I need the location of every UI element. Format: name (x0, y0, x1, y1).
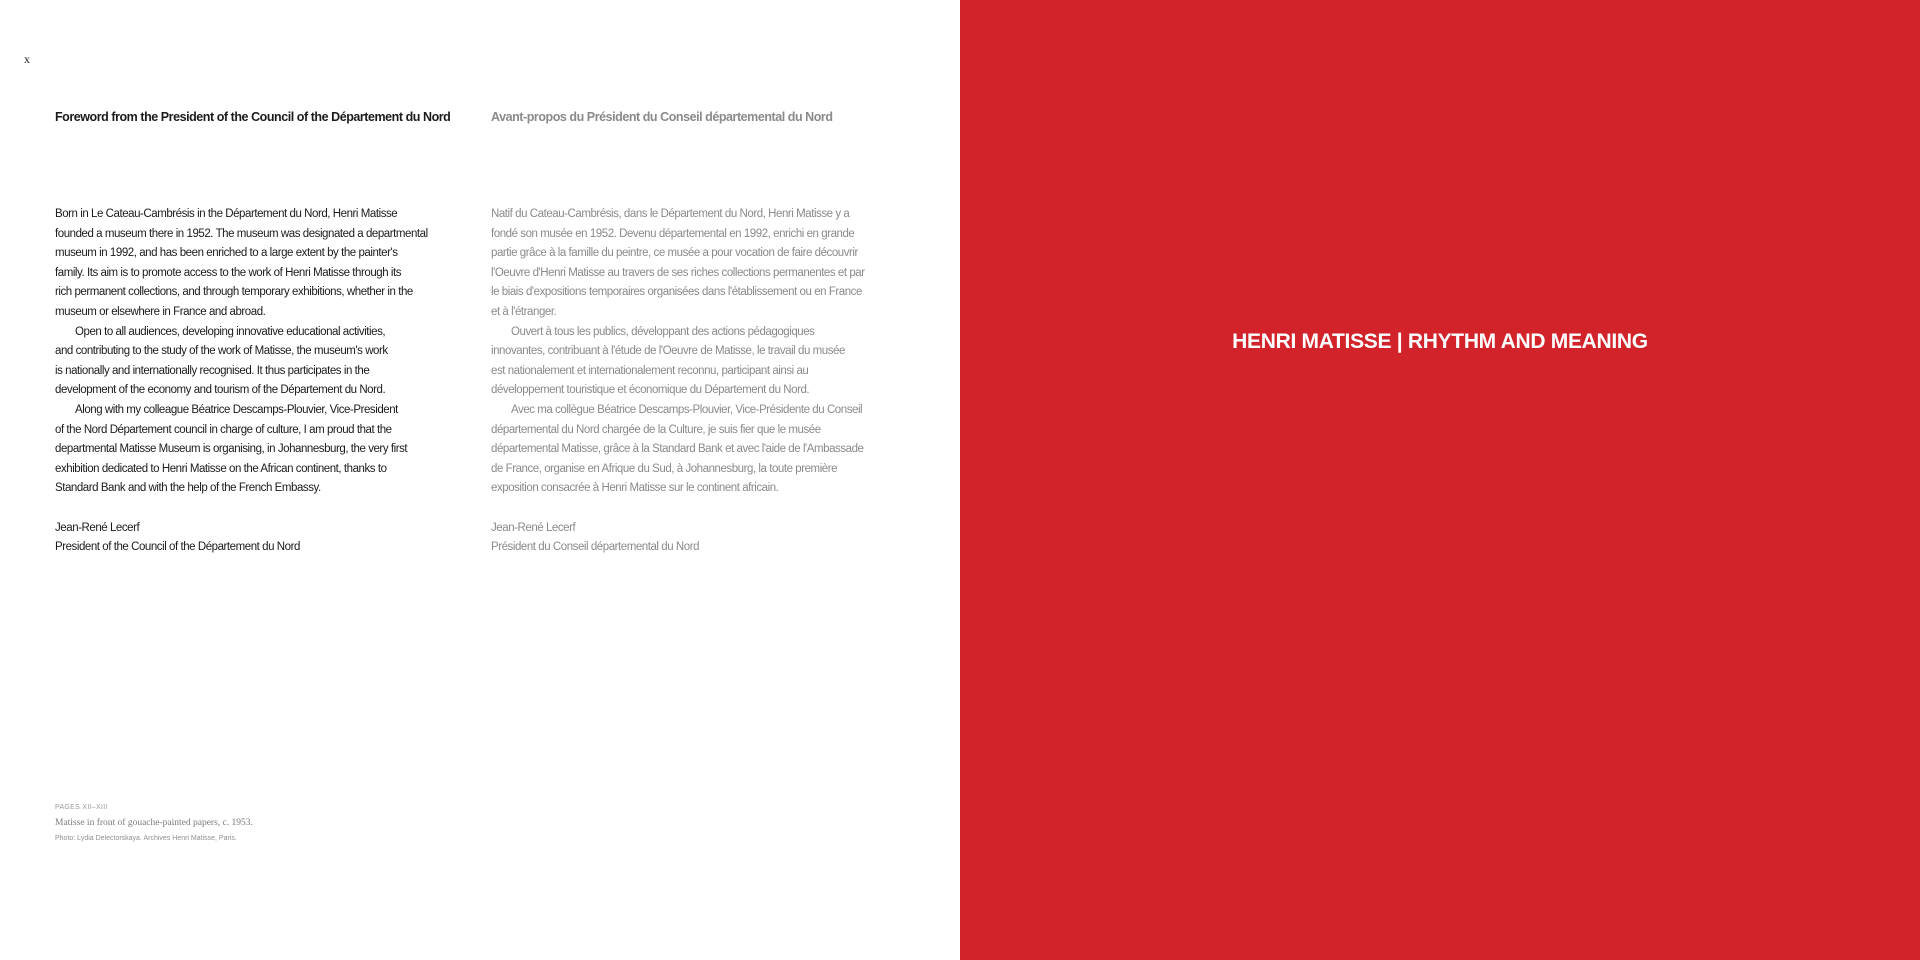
text-line: et à l'étranger. (491, 305, 557, 318)
text-line: l'Oeuvre d'Henri Matisse au travers de ses riches collections permanentes et par (491, 266, 865, 279)
text-line: départemental du Nord chargée de la Culture, je suis fier que le musée (491, 423, 821, 436)
text-line: departmental Matisse Museum is organising, in Johannesburg, the very first (55, 443, 408, 456)
text-line: rich permanent collections, and through temporary exhibitions, whether in the (55, 286, 413, 299)
text-line: museum or elsewhere in France and abroad. (55, 305, 266, 318)
signature-name: Jean-René Lecerf (491, 521, 576, 534)
caption-title: Matisse in front of gouache-painted papers, c. 1953. (55, 818, 253, 828)
text-line: development of the economy and tourism of the Département du Nord. (55, 384, 386, 397)
english-signature (55, 519, 453, 558)
text-line: est nationalement et internationalement reconnu, participant ainsi au (491, 364, 809, 377)
text-line: de France, organise en Afrique du Sud, à Johannesburg, la toute première (491, 462, 838, 475)
text-line: innovantes, contribuant à l'étude de l'Oeuvre de Matisse, le travail du musée (491, 345, 845, 358)
french-body (491, 205, 889, 499)
caption-credit: Photo: Lydia Delectorskaya. Archives Henri Matisse, Paris. (55, 835, 237, 842)
english-heading: Foreword from the President of the Council of the Département du Nord (55, 110, 451, 124)
english-paragraph-2 (55, 323, 453, 401)
caption-pages: PAGES XII–XIII (55, 804, 108, 811)
text-line: Avec ma collègue Béatrice Descamps-Plouvier, Vice-Présidente du Conseil (511, 403, 863, 416)
signature-name: Jean-René Lecerf (55, 521, 140, 534)
french-paragraph-3 (491, 401, 889, 499)
text-line: exposition consacrée à Henri Matisse sur le continent africain. (491, 482, 779, 495)
text-line: Ouvert à tous les publics, développant des actions pédagogiques (511, 325, 815, 338)
text-line: le biais d'expositions temporaires organisées dans l'établissement ou en France (491, 286, 862, 299)
text-line: of the Nord Département council in charge of culture, I am proud that the (55, 423, 392, 436)
english-body (55, 205, 453, 499)
text-line: départemental Matisse, grâce à la Standard Bank et avec l'aide de l'Ambassade (491, 443, 864, 456)
text-line: museum in 1992, and has been enriched to a large extent by the painter's (55, 247, 398, 260)
french-heading: Avant-propos du Président du Conseil départemental du Nord (491, 110, 833, 124)
french-paragraph-2 (491, 323, 889, 401)
english-paragraph-3 (55, 401, 453, 499)
page-number: x (24, 52, 30, 66)
text-line: exhibition dedicated to Henri Matisse on the African continent, thanks to (55, 462, 387, 475)
text-line: Open to all audiences, developing innovative educational activities, (75, 325, 386, 338)
text-line: fondé son musée en 1952. Devenu départemental en 1992, enrichi en grande (491, 227, 855, 240)
signature-role: President of the Council of the Département du Nord (55, 541, 300, 554)
cover-title: HENRI MATISSE | RHYTHM AND MEANING (1232, 330, 1648, 353)
text-line: and contributing to the study of the work of Matisse, the museum's work (55, 345, 388, 358)
english-column (55, 108, 453, 558)
signature-role: Président du Conseil départemental du Nord (491, 541, 700, 554)
text-line: partie grâce à la famille du peintre, ce musée a pour vocation de faire découvrir (491, 247, 858, 260)
text-line: Natif du Cateau-Cambrésis, dans le Département du Nord, Henri Matisse y a (491, 208, 850, 220)
text-line: founded a museum there in 1952. The museum was designated a departmental (55, 227, 428, 240)
text-line: Standard Bank and with the help of the French Embassy. (55, 482, 321, 495)
text-line: Born in Le Cateau-Cambrésis in the Département du Nord, Henri Matisse (55, 208, 398, 220)
french-column (491, 108, 889, 558)
english-paragraph-1 (55, 205, 453, 323)
french-paragraph-1 (491, 205, 889, 323)
french-signature (491, 519, 889, 558)
photo-caption (55, 802, 253, 846)
text-line: family. Its aim is to promote access to the work of Henri Matisse through its (55, 266, 402, 279)
cover-panel (960, 0, 1920, 960)
text-line: développement touristique et économique du Département du Nord. (491, 384, 810, 397)
text-line: Along with my colleague Béatrice Descamps-Plouvier, Vice-President (75, 403, 398, 416)
text-line: is nationally and internationally recognised. It thus participates in the (55, 364, 370, 377)
